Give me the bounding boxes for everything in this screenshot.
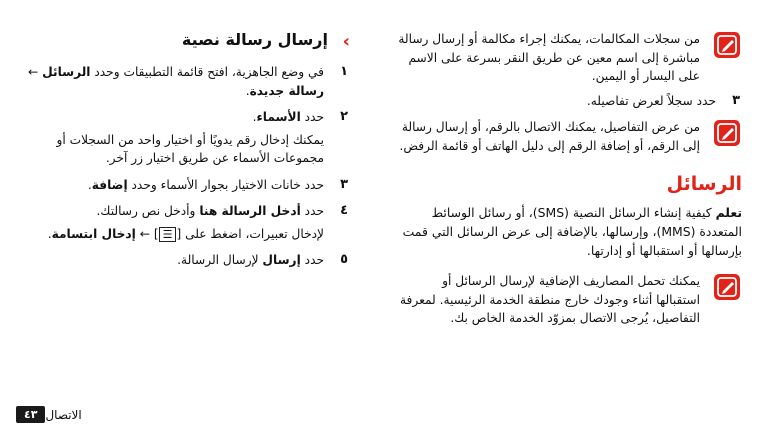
step-text: حدد سجلاً لعرض تفاصيله. bbox=[586, 93, 716, 108]
step-text: لإدخال تعبيرات، اضغط على [ bbox=[176, 226, 324, 241]
chevron-right-icon: › bbox=[342, 31, 350, 52]
arrow-text: ← bbox=[28, 65, 43, 79]
step-text: لإرسال الرسالة. bbox=[177, 253, 263, 267]
step-2-subtext: يمكنك إدخال رقم يدويًا أو اختيار واحد من السجلات أو مجموعات الأسماء عن طريق اختيار زر آخر. bbox=[56, 132, 324, 165]
heading-text: إرسال رسالة نصية bbox=[181, 30, 328, 49]
note-charges-text: يمكنك تحمل المصاريف الإضافية لإرسال الرسائل أو استقبالها أثناء وجودك خارج منطقة الخدمة الرئيسية. لمعرفة التفاصيل، يُرجى الاتصال بمزوّد الخدمة الخاص بك. bbox=[400, 274, 700, 325]
note-charges bbox=[397, 272, 742, 328]
footer-section-label: الاتصال bbox=[45, 407, 82, 422]
step-text: في وضع الجاهزية، افتح قائمة التطبيقات وحدد bbox=[90, 65, 324, 79]
section-intro bbox=[397, 203, 742, 260]
page-footer bbox=[10, 406, 82, 423]
arrow-text: ] ← bbox=[135, 226, 159, 241]
step-bold: رسالة جديدة bbox=[249, 83, 324, 98]
step-text: . bbox=[245, 83, 250, 98]
step-number: ٥ bbox=[340, 252, 348, 267]
step-text: حدد bbox=[300, 110, 324, 124]
step-text: حدد bbox=[300, 204, 324, 218]
step-text: . bbox=[252, 110, 257, 124]
intro-bold: تعلم bbox=[715, 205, 742, 220]
section-title: الرسائل bbox=[666, 173, 742, 195]
step-bold: إدخال ابتسامة bbox=[51, 226, 136, 241]
step-1 bbox=[18, 63, 350, 100]
step-text: . bbox=[47, 226, 52, 241]
step-5 bbox=[18, 251, 350, 270]
step-text: . bbox=[87, 177, 92, 192]
menu-key-icon: ☰ bbox=[159, 227, 177, 242]
note-details-text: من عرض التفاصيل، يمكنك الاتصال بالرقم، أو إرسال رسالة إلى الرقم، أو إضافة الرقم إلى دليل الهاتف أو قائمة الرفض. bbox=[399, 120, 700, 153]
page-title bbox=[18, 30, 350, 52]
step-number: ١ bbox=[340, 64, 348, 79]
step-bold: الرسائل bbox=[42, 65, 91, 79]
step-number: ٤ bbox=[340, 203, 348, 218]
step-text: حدد خانات الاختيار بجوار الأسماء وحدد bbox=[127, 177, 324, 192]
step-number: ٢ bbox=[340, 109, 348, 124]
note-pencil-icon bbox=[714, 274, 740, 300]
step-3 bbox=[18, 176, 350, 195]
step-text: حدد bbox=[300, 253, 324, 267]
step-bold: إضافة bbox=[91, 177, 128, 192]
step-bold: الأسماء bbox=[256, 110, 301, 124]
step-3-view-log bbox=[397, 92, 742, 111]
note-details bbox=[397, 118, 742, 155]
step-number: ٣ bbox=[732, 92, 740, 108]
step-4-subtext bbox=[18, 225, 324, 244]
note-call-log-text: من سجلات المكالمات، يمكنك إجراء مكالمة أو إرسال رسالة مباشرة إلى اسم معين عن طريق النقر بسرعة على الاسم على اليسار أو اليمين. bbox=[398, 32, 700, 83]
note-pencil-icon bbox=[714, 32, 740, 58]
step-number: ٣ bbox=[340, 176, 348, 192]
step-bold: أدخل الرسالة هنا bbox=[199, 204, 301, 218]
step-4 bbox=[18, 202, 350, 243]
step-text: وأدخل نص رسالتك. bbox=[96, 204, 200, 218]
step-bold: إرسال bbox=[262, 253, 301, 267]
right-column bbox=[397, 30, 742, 334]
left-column bbox=[18, 30, 350, 278]
note-pencil-icon bbox=[714, 120, 740, 146]
note-call-log bbox=[397, 30, 742, 86]
intro-text: كيفية إنشاء الرسائل النصية (SMS)، أو رسائل الوسائط المتعددة (MMS)، وإرسالها، بالإضافة إلى عرض الرسائل التي قمت بإرسالها أو استقبالها أو إدارتها. bbox=[402, 205, 742, 258]
page-number: ٤٣ bbox=[16, 406, 45, 423]
step-2 bbox=[18, 108, 350, 168]
